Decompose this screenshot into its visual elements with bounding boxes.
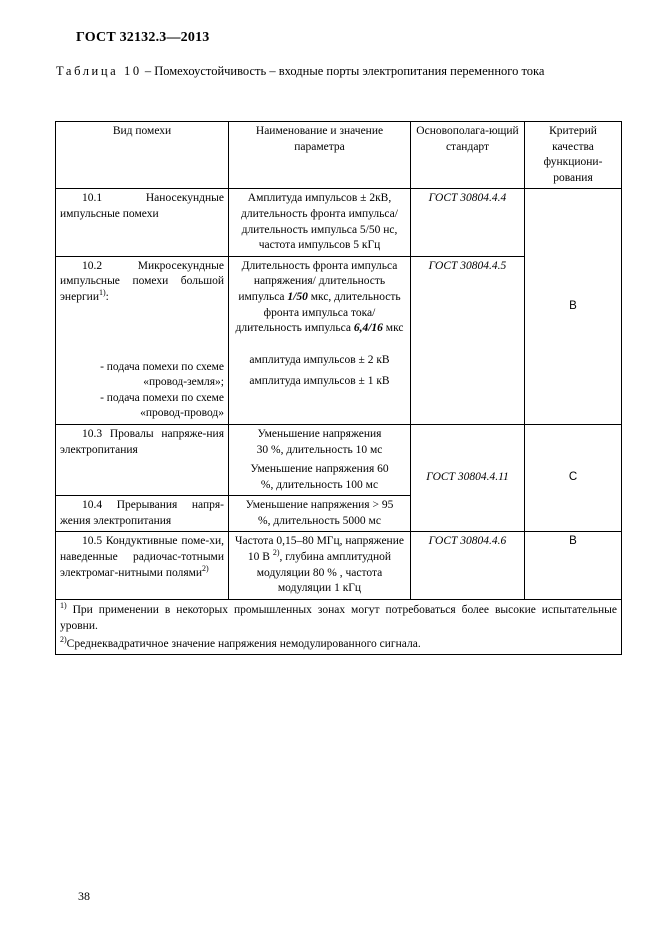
row-10-5-standard: ГОСТ 30804.4.6 (411, 532, 525, 599)
header-disturbance-type: Вид помехи (56, 122, 229, 189)
criterion-c-merged: C (525, 424, 622, 532)
row-10-3-parameter: Уменьшение напряжения 30 %, длительность 10 мс Уменьшение напряжения 60 %, длительность 100 мс (229, 424, 411, 495)
criterion-b-merged: B (525, 189, 622, 425)
row-10-2-amplitude-1kv: амплитуда импульсов ± 1 кВ (249, 375, 390, 388)
std-30804-4-11-merged: ГОСТ 30804.4.11 (411, 424, 525, 532)
table-footnotes (56, 599, 622, 654)
row-10-3-type: 10.3 Провалы напряже-ния электропитания (56, 424, 229, 495)
row-10-2-type: 10.2 Микросекундные импульсные помехи большой энергии$^{1)}$: - подача помехи по схеме «провод-земля»; - подача помехи по схеме «провод-провод» (56, 256, 229, 424)
header-base-standard: Основополага-ющий стандарт (411, 122, 525, 189)
row-10-5-criterion: B (525, 532, 622, 599)
row-10-2-amplitude-2kv: амплитуда импульсов ± 2 кВ (249, 353, 390, 366)
row-10-4-parameter: Уменьшение напряжения > 95 %, длительность 5000 мс (229, 496, 411, 532)
table-header-row (56, 122, 622, 189)
footnote-1: $^{1)}$ При применении в некоторых промышленных зонах могут потребоваться более высокие испытательные уровни. (60, 600, 617, 632)
row-10-2-standard: ГОСТ 30804.4.5 (411, 256, 525, 424)
footnote-row (56, 599, 622, 654)
footnote-2: $^{2)}$Среднеквадратичное значение напряжения немодулированного сигнала. (60, 634, 421, 650)
page-number: 38 (78, 889, 90, 903)
row-10-2-sub-line-line: - подача помехи по схеме «провод-провод» (100, 391, 224, 420)
table-caption (56, 64, 616, 79)
table-row (56, 532, 622, 599)
row-10-2-parameter: Длительность фронта импульса напряжения/ длительность импульса 1/50 мкс, длительность фронта импульса тока/длительность импульса 6,4/16 мкс амплитуда импульсов ± 2 кВ амплитуда импульсов ± 1 кВ (229, 256, 411, 424)
row-10-1-parameter: Амплитуда импульсов ± 2кВ, длительность фронта импульса/длительность импульса 5/50 нс, частота импульсов 5 кГц (229, 189, 411, 256)
immunity-table (55, 121, 622, 655)
document-header: ГОСТ 32132.3—2013 (76, 30, 210, 45)
table-caption-label: Таблица 10 (56, 64, 142, 78)
table-row (56, 424, 622, 495)
row-10-5-type: 10.5 Кондуктивные поме-хи, наведенные радиочас-тотными электромаг-нитными полями$^{2)}$ (56, 532, 229, 599)
row-10-2-sub-line-earth: - подача помехи по схеме «провод-земля»; (100, 360, 224, 389)
table-row (56, 189, 622, 256)
table-caption-text: – Помехоустойчивость – входные порты электропитания переменного тока (141, 64, 545, 78)
header-criterion: Критерий качества функциони-рования (525, 122, 622, 189)
header-parameter: Наименование и значение параметра (229, 122, 411, 189)
row-10-4-type: 10.4 Прерывания напря-жения электропитания (56, 496, 229, 532)
row-10-1-type: 10.1 Наносекундные импульсные помехи (56, 189, 229, 256)
row-10-5-parameter: Частота 0,15–80 МГц, напряжение 10 В $^{2)}$, глубина амплитудной модуляции 80 % , частота модуляции 1 кГц (229, 532, 411, 599)
row-10-1-standard: ГОСТ 30804.4.4 (411, 189, 525, 256)
